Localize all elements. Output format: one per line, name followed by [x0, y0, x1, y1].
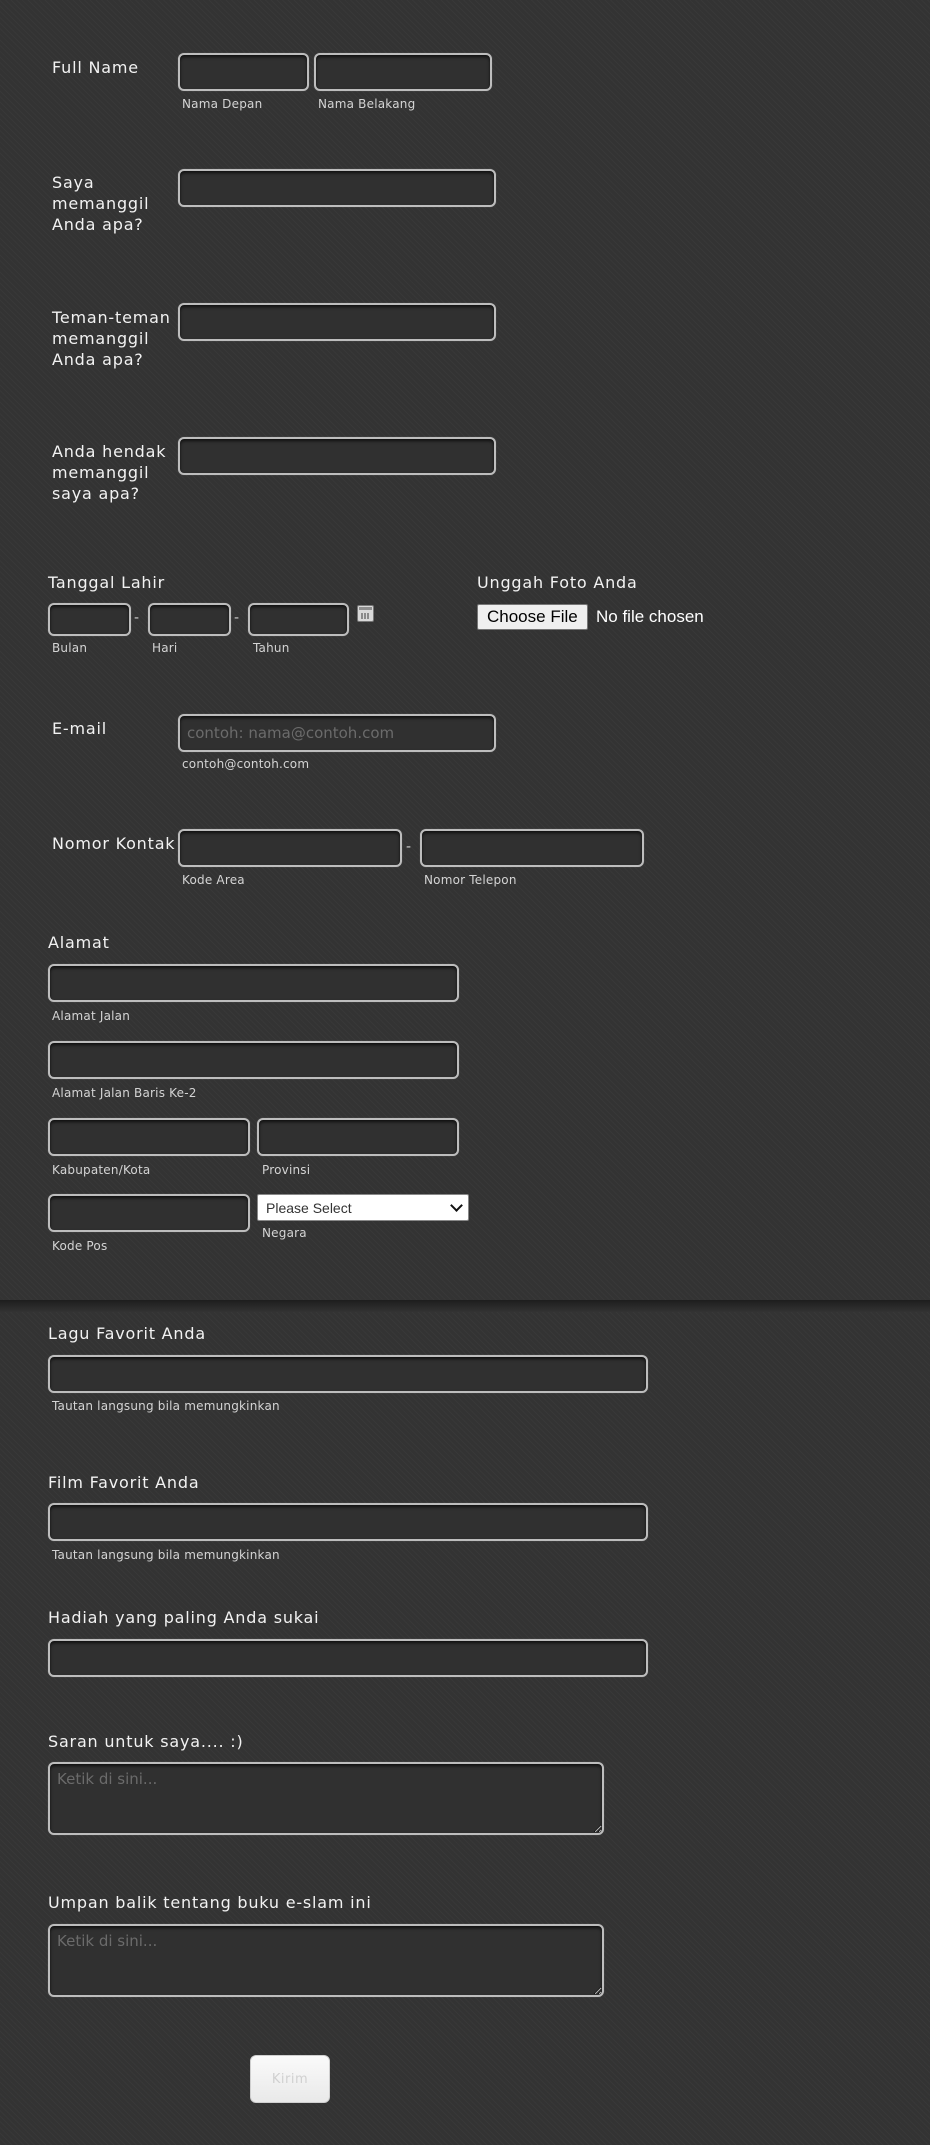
email-label: E-mail: [52, 719, 107, 738]
birth-month-input[interactable]: [48, 603, 131, 636]
page-break-separator: [0, 1300, 930, 1312]
phone-separator: -: [406, 839, 412, 855]
phone-number-input[interactable]: [420, 829, 644, 867]
chevron-down-icon: [450, 1199, 463, 1212]
calendar-icon[interactable]: [357, 605, 374, 622]
full-name-label: Full Name: [52, 58, 139, 77]
gift-input[interactable]: [48, 1639, 648, 1677]
email-input[interactable]: [178, 714, 496, 752]
song-sublabel: Tautan langsung bila memungkinkan: [52, 1399, 280, 1413]
city-input[interactable]: [48, 1118, 250, 1156]
date-separator: -: [134, 610, 140, 626]
choose-file-button[interactable]: Choose File: [477, 604, 588, 630]
last-name-input[interactable]: [314, 53, 492, 91]
first-name-input[interactable]: [178, 53, 309, 91]
feedback-textarea[interactable]: [48, 1924, 604, 1997]
last-name-sublabel: Nama Belakang: [318, 97, 416, 111]
want-call-input[interactable]: [178, 437, 496, 475]
want-call-label: Anda hendak memanggil saya apa?: [52, 442, 167, 503]
phone-label: Nomor Kontak: [52, 834, 176, 853]
film-input[interactable]: [48, 1503, 648, 1541]
call-me-input[interactable]: [178, 169, 496, 207]
call-me-label: Saya memanggil Anda apa?: [52, 173, 150, 234]
country-select-value: Please Select: [266, 1200, 352, 1216]
zip-sublabel: Kode Pos: [52, 1239, 108, 1253]
area-code-sublabel: Kode Area: [182, 873, 245, 887]
film-label: Film Favorit Anda: [48, 1473, 200, 1492]
email-sublabel: contoh@contoh.com: [182, 757, 310, 771]
street2-sublabel: Alamat Jalan Baris Ke-2: [52, 1086, 197, 1100]
street2-input[interactable]: [48, 1041, 459, 1079]
friends-call-label: Teman-teman memanggil Anda apa?: [52, 308, 171, 369]
submit-button[interactable]: Kirim: [250, 2055, 330, 2103]
street-input[interactable]: [48, 964, 459, 1002]
photo-upload-label: Unggah Foto Anda: [477, 573, 638, 592]
address-label: Alamat: [48, 933, 110, 952]
country-select[interactable]: [257, 1194, 469, 1221]
zip-input[interactable]: [48, 1194, 250, 1232]
gift-label: Hadiah yang paling Anda sukai: [48, 1608, 320, 1627]
birth-year-sublabel: Tahun: [253, 641, 290, 655]
friends-call-input[interactable]: [178, 303, 496, 341]
feedback-label: Umpan balik tentang buku e-slam ini: [48, 1893, 372, 1912]
song-input[interactable]: [48, 1355, 648, 1393]
province-input[interactable]: [257, 1118, 459, 1156]
birth-month-sublabel: Bulan: [52, 641, 88, 655]
birth-year-input[interactable]: [248, 603, 349, 636]
country-sublabel: Negara: [262, 1226, 307, 1240]
film-sublabel: Tautan langsung bila memungkinkan: [52, 1548, 280, 1562]
suggestion-label: Saran untuk saya.... :): [48, 1732, 244, 1751]
phone-number-sublabel: Nomor Telepon: [424, 873, 517, 887]
province-sublabel: Provinsi: [262, 1163, 311, 1177]
birth-day-input[interactable]: [148, 603, 231, 636]
date-separator: -: [234, 610, 240, 626]
birthdate-label: Tanggal Lahir: [48, 573, 166, 592]
street-sublabel: Alamat Jalan: [52, 1009, 131, 1023]
city-sublabel: Kabupaten/Kota: [52, 1163, 151, 1177]
first-name-sublabel: Nama Depan: [182, 97, 263, 111]
birth-day-sublabel: Hari: [152, 641, 178, 655]
song-label: Lagu Favorit Anda: [48, 1324, 206, 1343]
file-status-text: No file chosen: [596, 607, 704, 626]
suggestion-textarea[interactable]: [48, 1762, 604, 1835]
area-code-input[interactable]: [178, 829, 402, 867]
